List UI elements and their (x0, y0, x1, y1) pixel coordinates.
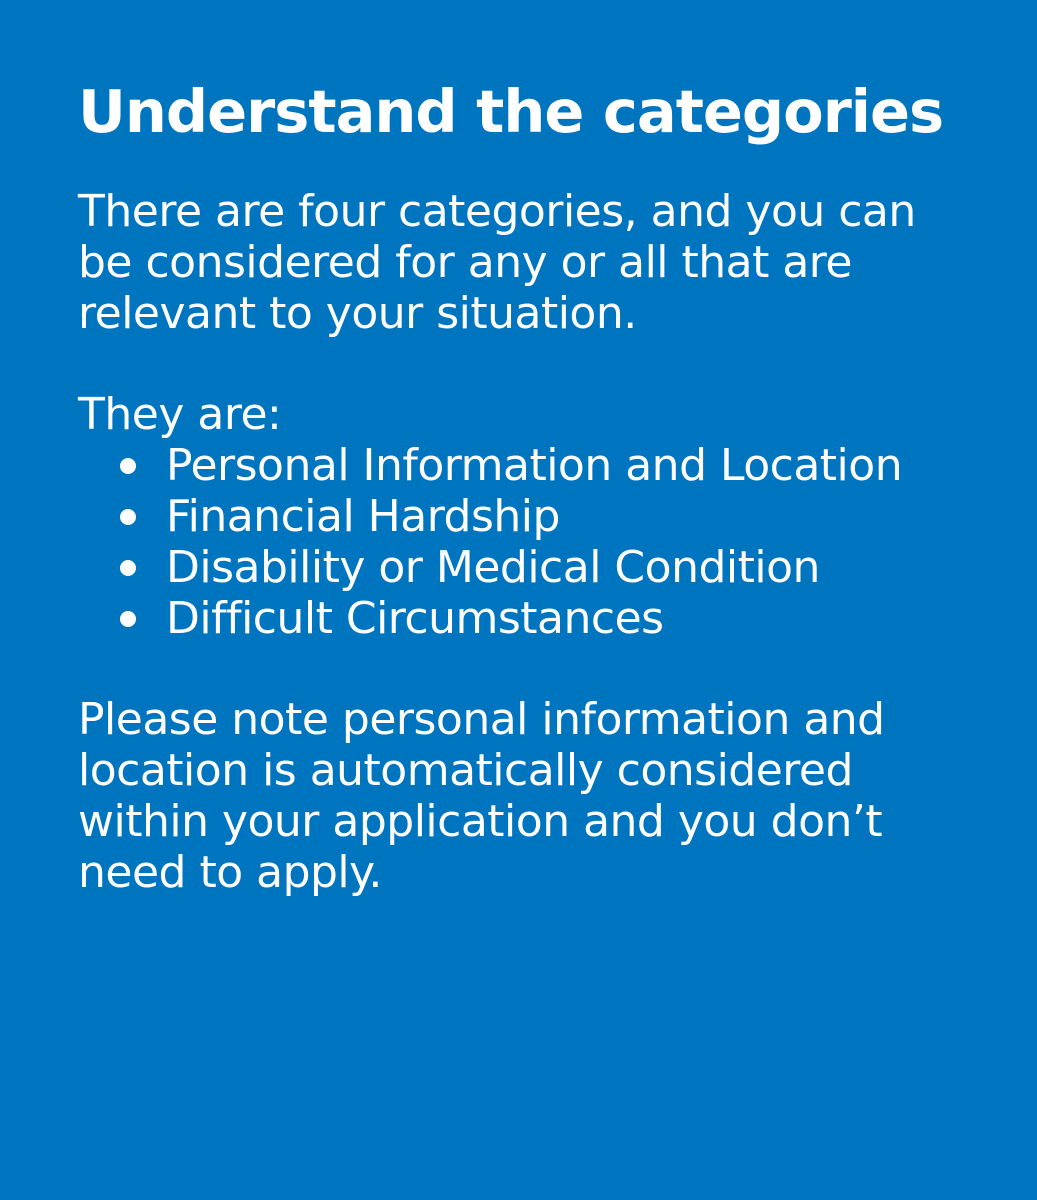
category-list (78, 440, 966, 644)
list-item (166, 542, 966, 593)
category-label: Difficult Circumstances (166, 593, 664, 644)
intro-paragraph: There are four categories, and you can be considered for any or all that are relevant to your situation. (78, 186, 916, 339)
bullet-icon (120, 560, 136, 576)
bullet-icon (120, 509, 136, 525)
category-label: Financial Hardship (166, 491, 560, 542)
list-lead: They are: (78, 389, 282, 440)
note-paragraph: Please note personal information and location is automatically considered within your application and you don’t need to apply. (78, 694, 885, 898)
list-item (166, 491, 966, 542)
list-item (166, 593, 966, 644)
card-title: Understand the categories (78, 77, 944, 146)
bullet-icon (120, 458, 136, 474)
category-label: Personal Information and Location (166, 440, 903, 491)
list-item (166, 440, 966, 491)
category-label: Disability or Medical Condition (166, 542, 820, 593)
bullet-icon (120, 611, 136, 627)
